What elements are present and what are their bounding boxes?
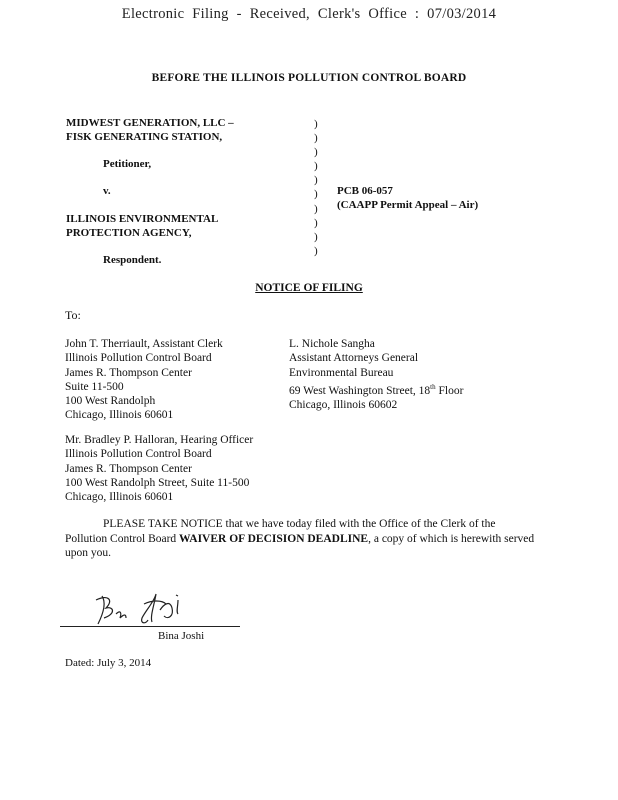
notice-title: NOTICE OF FILING (255, 282, 363, 294)
notice-paragraph: PLEASE TAKE NOTICE that we have today filed with the Office of the Clerk of the Pollution Control Board WAIVER OF DECISION DEADLINE, a copy of which is herewith served upon you. (65, 518, 535, 559)
respondent-name-line1: ILLINOIS ENVIRONMENTAL (66, 213, 219, 225)
to-label: To: (65, 308, 81, 322)
dated-line: Dated: July 3, 2014 (65, 657, 152, 669)
caption-bracket: ) ) ) ) ) ) ) ) ) ) (314, 118, 318, 257)
versus-label: v. (103, 185, 111, 197)
petitioner-name-line2: FISK GENERATING STATION, (66, 131, 223, 143)
case-number: PCB 06-057 (337, 185, 393, 197)
board-heading: BEFORE THE ILLINOIS POLLUTION CONTROL BOARD (151, 72, 467, 84)
signer-name: Bina Joshi (158, 630, 205, 642)
respondent-name-line2: PROTECTION AGENCY, (66, 227, 192, 239)
signature-line (60, 626, 240, 627)
address-hearing-officer: Mr. Bradley P. Halloran, Hearing Officer Illinois Pollution Control Board James R. Thompson Center 100 West Randolph Street, Suite 11-500 Chicago, Illinois 60601 (65, 434, 254, 504)
petitioner-name-line1: MIDWEST GENERATION, LLC – (66, 117, 234, 129)
petitioner-label: Petitioner, (103, 158, 152, 170)
case-type: (CAAPP Permit Appeal – Air) (337, 199, 479, 211)
address-attorney: L. Nichole Sangha Assistant Attorneys General Environmental Bureau 69 West Washington Street, 18th Floor Chicago, Illinois 60602 (289, 338, 464, 412)
address-clerk: John T. Therriault, Assistant Clerk Illinois Pollution Control Board James R. Thompson Center Suite 11-500 100 West Randolph Chicago, Illinois 60601 (65, 338, 223, 422)
filing-stamp: Electronic Filing - Received, Clerk's Office : 07/03/2014 (121, 6, 497, 22)
respondent-label: Respondent. (103, 254, 162, 266)
handwritten-signature (90, 590, 210, 630)
